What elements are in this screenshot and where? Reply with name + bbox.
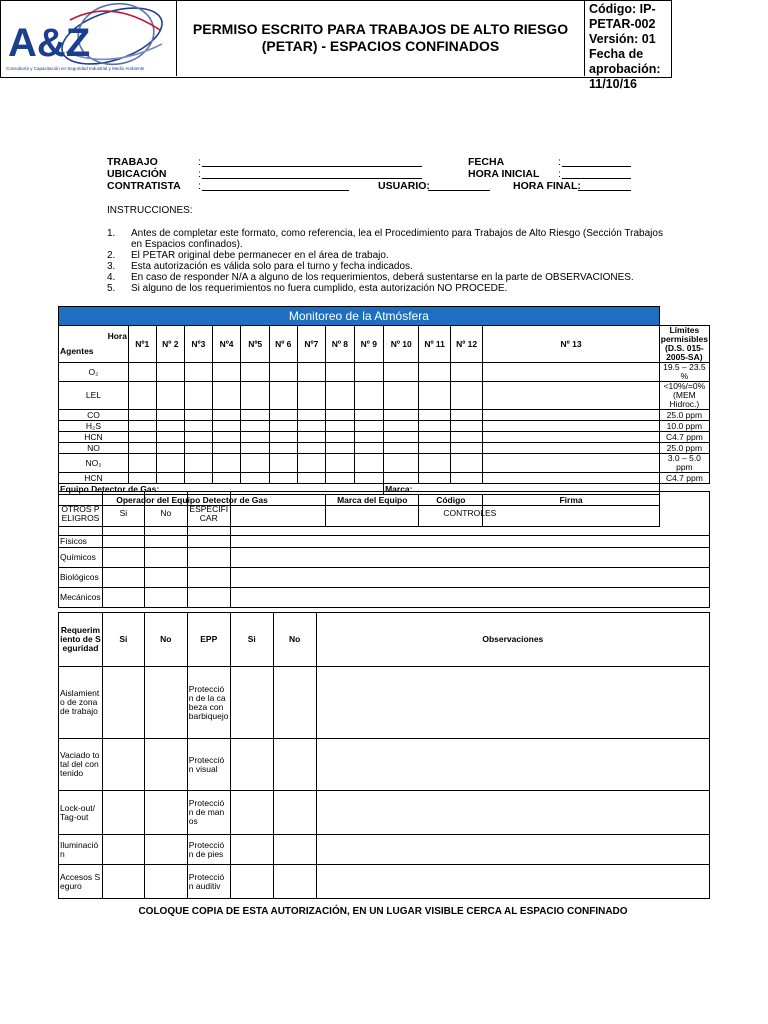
no-header: No [273,613,316,667]
hazard-name: Químicos [59,548,103,568]
no-cell[interactable] [144,835,187,865]
reading-cell[interactable] [419,421,451,432]
marca-equipo-header: Marca del Equipo [326,495,419,506]
marca-label: Marca: [384,484,660,495]
observaciones-cell[interactable] [316,667,709,739]
reading-cell[interactable] [483,410,659,421]
epp-no-cell[interactable] [273,667,316,739]
reading-cell[interactable] [270,443,298,454]
reading-cell[interactable] [156,363,184,382]
agent-name: NO₂ [59,454,129,473]
reading-cell[interactable] [384,432,419,443]
agent-row [59,454,710,473]
epp-no-cell[interactable] [273,835,316,865]
reading-cell[interactable] [326,421,354,432]
reading-cell[interactable] [156,443,184,454]
hazard-row [59,568,710,588]
reading-cell[interactable] [483,432,659,443]
agent-name: H₂S [59,421,129,432]
label-hora-inicial: HORA INICIAL [468,168,540,180]
col-header: Nº 10 [384,326,419,363]
reading-cell[interactable] [419,432,451,443]
reading-cell[interactable] [326,432,354,443]
especificar-cell[interactable] [187,548,230,568]
reading-cell[interactable] [212,363,241,382]
reading-cell[interactable] [241,443,270,454]
controles-cell[interactable] [230,568,709,588]
footer-note: COLOQUE COPIA DE ESTA AUTORIZACIÓN, EN UN LUGAR VISIBLE CERCA AL ESPACIO CONFINADO [138,906,628,917]
hora-inicial-field[interactable] [562,168,631,179]
instructions-title: INSTRUCCIONES: [107,205,193,216]
observaciones-header: Observaciones [316,613,709,667]
firma-header: Firma [483,495,659,506]
limit-value: 19.5 – 23.5 % [659,363,709,382]
col-header: Nº3 [185,326,213,363]
reading-cell[interactable] [212,443,241,454]
controles-cell[interactable] [230,548,709,568]
reading-cell[interactable] [241,382,270,410]
limit-value: <10%/=0% (MEM Hidroc.) [659,382,709,410]
reading-cell[interactable] [128,473,156,484]
no-cell[interactable] [144,588,187,608]
reading-cell[interactable] [450,382,482,410]
reading-cell[interactable] [419,382,451,410]
globe-logo-icon [0,0,176,76]
reading-cell[interactable] [297,363,326,382]
approval-date: Fecha de aprobación: 11/10/16 [589,47,661,91]
no-cell[interactable] [144,568,187,588]
hazard-row [59,548,710,568]
reading-cell[interactable] [419,454,451,473]
reading-cell[interactable] [354,454,383,473]
especificar-cell[interactable] [187,588,230,608]
reading-cell[interactable] [450,410,482,421]
reading-cell[interactable] [156,454,184,473]
reading-cell[interactable] [128,454,156,473]
reading-cell[interactable] [354,382,383,410]
reading-cell[interactable] [450,363,482,382]
especificar-cell[interactable] [187,536,230,548]
ubicacion-field[interactable] [202,168,422,179]
reading-cell[interactable] [128,410,156,421]
requirement-name: Lock-out/ Tag-out [59,791,103,835]
reading-cell[interactable] [270,363,298,382]
agent-name: CO [59,410,129,421]
epp-name: Protección de la cabeza con barbiquejo [187,667,230,739]
col-header: Nº 9 [354,326,383,363]
epp-si-cell[interactable] [230,865,273,899]
reading-cell[interactable] [128,443,156,454]
controles-header: CONTROLES [230,492,709,536]
reading-cell[interactable] [128,421,156,432]
reading-cell[interactable] [483,473,659,484]
reading-cell[interactable] [297,443,326,454]
reading-cell[interactable] [354,443,383,454]
reading-cell[interactable] [270,473,298,484]
reading-cell[interactable] [185,382,213,410]
reading-cell[interactable] [326,454,354,473]
agent-row [59,432,710,443]
epp-name: Protección auditiv [187,865,230,899]
reading-cell[interactable] [297,382,326,410]
reading-cell[interactable] [384,382,419,410]
reading-cell[interactable] [450,454,482,473]
no-cell[interactable] [144,536,187,548]
col-header: Nº 6 [270,326,298,363]
reading-cell[interactable] [185,454,213,473]
company-logo [0,0,177,76]
reading-cell[interactable] [212,410,241,421]
no-cell[interactable] [144,791,187,835]
label-contratista: CONTRATISTA [107,180,181,192]
si-cell[interactable] [102,865,144,899]
reading-cell[interactable] [212,473,241,484]
epp-no-cell[interactable] [273,791,316,835]
reading-cell[interactable] [326,410,354,421]
col-header: Nº 13 [483,326,659,363]
label-ubicacion: UBICACIÓN [107,168,167,180]
reading-cell[interactable] [270,382,298,410]
colon: : [198,180,201,192]
document-meta [586,0,672,91]
label-trabajo: TRABAJO [107,156,158,168]
reading-cell[interactable] [212,421,241,432]
reading-cell[interactable] [185,410,213,421]
reading-cell[interactable] [241,454,270,473]
col-header: Nº 12 [450,326,482,363]
reading-cell[interactable] [483,382,659,410]
col-header: Nº1 [128,326,156,363]
reading-cell[interactable] [354,410,383,421]
hazard-row [59,588,710,608]
reading-cell[interactable] [450,421,482,432]
epp-si-cell[interactable] [230,835,273,865]
colon: : [558,156,561,168]
no-header: No [144,492,187,536]
operador-header: Operador del Equipo Detector de Gas [59,495,326,506]
atmosphere-title: Monitoreo de la Atmósfera [59,307,660,326]
epp-header: EPP [187,613,230,667]
reading-cell[interactable] [297,473,326,484]
codigo-header: Código [419,495,483,506]
limit-value: 25.0 ppm [659,410,709,421]
epp-si-cell[interactable] [230,791,273,835]
requerimiento-header: Requerimiento de Seguridad [59,613,103,667]
si-cell[interactable] [102,835,144,865]
reading-cell[interactable] [419,473,451,484]
reading-cell[interactable] [297,454,326,473]
col-header: Nº5 [241,326,270,363]
si-cell[interactable] [102,667,144,739]
si-cell[interactable] [102,568,144,588]
reading-cell[interactable] [128,382,156,410]
hazard-row [59,536,710,548]
especificar-header: ESPECIFICAR [187,492,230,536]
reading-cell[interactable] [419,410,451,421]
especificar-cell[interactable] [187,568,230,588]
reading-cell[interactable] [270,410,298,421]
fecha-field[interactable] [562,156,631,167]
colon: : [198,156,201,168]
si-cell[interactable] [102,548,144,568]
agent-row [59,410,710,421]
requirement-row [59,865,710,899]
hazard-name: Físicos [59,536,103,548]
reading-cell[interactable] [212,432,241,443]
requirement-name: Vaciado total del contenido [59,739,103,791]
col-header: Nº4 [212,326,241,363]
hora-final-field[interactable] [578,180,631,191]
no-header: No [144,613,187,667]
reading-cell[interactable] [241,421,270,432]
agent-row [59,421,710,432]
requirement-row [59,791,710,835]
reading-cell[interactable] [270,454,298,473]
document-header [0,0,672,91]
epp-si-cell[interactable] [230,667,273,739]
document-code: Código: IP-PETAR-002 [589,2,656,31]
otros-peligros-table [58,491,710,608]
contratista-field[interactable] [202,180,349,191]
no-cell[interactable] [144,865,187,899]
si-header: Si [230,613,273,667]
reading-cell[interactable] [270,432,298,443]
usuario-field[interactable] [428,180,490,191]
hora-agentes-header: Hora Agentes [59,326,129,363]
reading-cell[interactable] [483,443,659,454]
reading-cell[interactable] [354,421,383,432]
reading-cell[interactable] [185,473,213,484]
reading-cell[interactable] [419,363,451,382]
document-title: PERMISO ESCRITO PARA TRABAJOS DE ALTO RIESGO (PETAR) - ESPACIOS CONFINADOS [177,0,585,76]
trabajo-field[interactable] [202,156,422,167]
hazard-name: Mecánicos [59,588,103,608]
si-cell[interactable] [102,588,144,608]
epp-no-cell[interactable] [273,739,316,791]
col-header: Nº 8 [326,326,354,363]
si-cell[interactable] [102,739,144,791]
si-cell[interactable] [102,791,144,835]
reading-cell[interactable] [128,432,156,443]
observaciones-cell[interactable] [316,791,709,835]
epp-name: Protección de pies [187,835,230,865]
equipo-detector-label: Equipo Detector de Gas: [59,484,384,495]
limit-value: C4.7 ppm [659,473,709,484]
reading-cell[interactable] [354,363,383,382]
reading-cell[interactable] [326,443,354,454]
epp-si-cell[interactable] [230,739,273,791]
logo-tagline: Consultoría y Capacitación en Seguridad Industrial y Medio Ambiente [6,66,145,71]
observaciones-cell[interactable] [316,835,709,865]
agent-name: O₂ [59,363,129,382]
agent-row [59,363,710,382]
reading-cell[interactable] [483,363,659,382]
document-version: Versión: 01 [589,32,656,46]
reading-cell[interactable] [326,382,354,410]
reading-cell[interactable] [185,421,213,432]
reading-cell[interactable] [384,363,419,382]
agent-row [59,443,710,454]
limit-value: 3.0 – 5.0 ppm [659,454,709,473]
epp-name: Protección visual [187,739,230,791]
requirement-row [59,667,710,739]
reading-cell[interactable] [483,421,659,432]
label-usuario: USUARIO: [378,180,430,192]
logo-text: A&Z [8,21,91,65]
limit-value: 10.0 ppm [659,421,709,432]
label-hora-final: HORA FINAL: [513,180,581,192]
agent-row [59,473,710,484]
requerimientos-table [58,612,710,899]
controles-cell[interactable] [230,536,709,548]
limits-header: Límites permisibles (D.S. 015-2005-SA) [660,325,708,362]
reading-cell[interactable] [185,432,213,443]
reading-cell[interactable] [297,432,326,443]
reading-cell[interactable] [212,454,241,473]
reading-cell[interactable] [297,410,326,421]
col-header: Nº 2 [156,326,184,363]
reading-cell[interactable] [450,443,482,454]
reading-cell[interactable] [156,432,184,443]
requirement-name: Accesos Seguro [59,865,103,899]
reading-cell[interactable] [241,473,270,484]
reading-cell[interactable] [241,432,270,443]
otros-header: OTROS PELIGROS [59,492,103,536]
reading-cell[interactable] [326,473,354,484]
reading-cell[interactable] [241,363,270,382]
reading-cell[interactable] [156,421,184,432]
agent-name: HCN [59,432,129,443]
agent-name: NO [59,443,129,454]
reading-cell[interactable] [384,410,419,421]
observaciones-cell[interactable] [316,739,709,791]
agent-row [59,382,710,410]
reading-cell[interactable] [185,443,213,454]
col-header: Nº 11 [419,326,451,363]
requirement-name: Iluminación [59,835,103,865]
limit-value: 25.0 ppm [659,443,709,454]
reading-cell[interactable] [384,473,419,484]
reading-cell[interactable] [450,432,482,443]
colon: : [558,168,561,180]
si-header: Si [102,613,144,667]
agent-name: LEL [59,382,129,410]
reading-cell[interactable] [354,432,383,443]
observaciones-cell[interactable] [316,865,709,899]
si-cell[interactable] [102,536,144,548]
si-header: Si [102,492,144,536]
reading-cell[interactable] [419,443,451,454]
no-cell[interactable] [144,548,187,568]
reading-cell[interactable] [354,473,383,484]
reading-cell[interactable] [384,454,419,473]
col-header: Nº7 [297,326,326,363]
reading-cell[interactable] [212,382,241,410]
hazard-name: Biológicos [59,568,103,588]
instructions-list: 1. Antes de completar este formato, como referencia, lea el Procedimiento para Trabajos de Alto Riesgo (Sección Trabajos en Espacios confinados). 2. El PETAR original debe permanecer en el área de trabajo. 3. Esta autorización es válida solo para el turno y fecha indicados. 4. En caso de responder N/A a alguno de los requerimientos, deberá sustentarse en la parte de OBSERVACIONES. 5. Si alguno de los requerimientos no fuera cumplido, esta autorización NO PROCEDE. [107,228,663,294]
reading-cell[interactable] [483,454,659,473]
reading-cell[interactable] [156,410,184,421]
agent-name: HCN [59,473,129,484]
epp-name: Protección de manos [187,791,230,835]
reading-cell[interactable] [297,421,326,432]
reading-cell[interactable] [241,410,270,421]
requirement-name: Aislamiento de zona de trabajo [59,667,103,739]
reading-cell[interactable] [384,443,419,454]
reading-cell[interactable] [156,473,184,484]
controles-cell[interactable] [230,588,709,608]
reading-cell[interactable] [128,363,156,382]
no-cell[interactable] [144,739,187,791]
reading-cell[interactable] [384,421,419,432]
colon: : [198,168,201,180]
reading-cell[interactable] [270,421,298,432]
limit-value: C4.7 ppm [659,432,709,443]
epp-no-cell[interactable] [273,865,316,899]
no-cell[interactable] [144,667,187,739]
reading-cell[interactable] [185,363,213,382]
reading-cell[interactable] [156,382,184,410]
label-fecha: FECHA [468,156,505,168]
reading-cell[interactable] [450,473,482,484]
reading-cell[interactable] [326,363,354,382]
requirement-row [59,835,710,865]
requirement-row [59,739,710,791]
